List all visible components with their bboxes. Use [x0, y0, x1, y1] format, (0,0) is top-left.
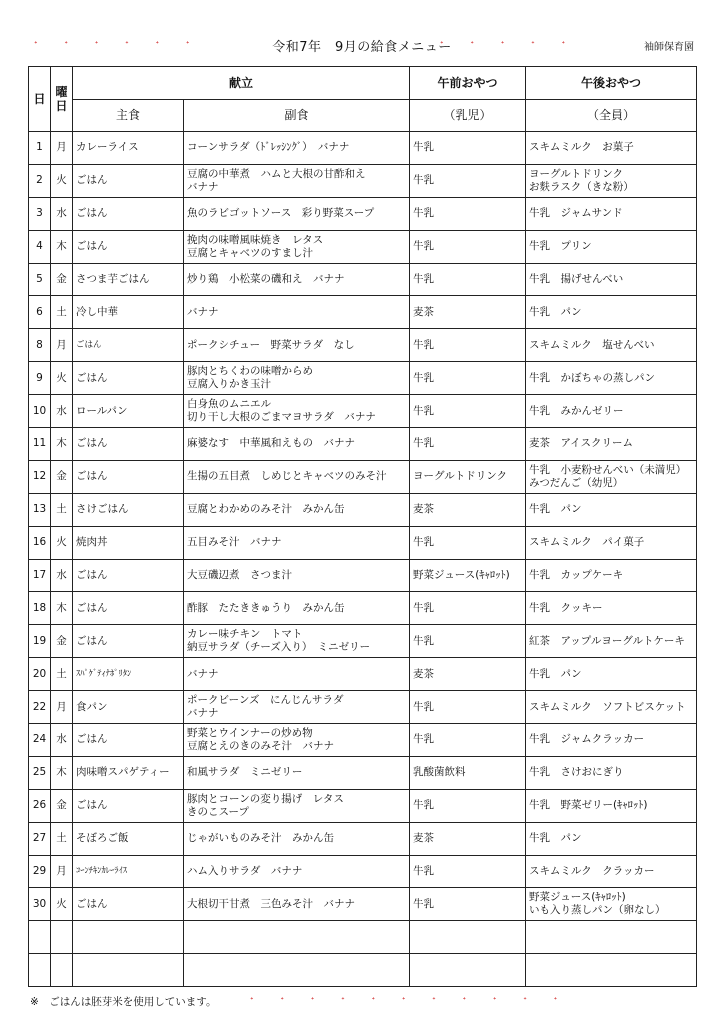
side-dish-cell: 豆腐とわかめのみそ汁 みかん缶	[184, 493, 410, 526]
table-row	[29, 263, 697, 296]
menu-body	[29, 132, 697, 987]
empty-cell	[51, 954, 73, 987]
side-dish-cell: 豆腐の中華煮 ハムと大根の甘酢和え バナナ	[184, 164, 410, 197]
am-snack-cell: 野菜ジュース(ｷｬﾛｯﾄ)	[410, 559, 526, 592]
decoration-bottom: ᐩ ᐩ ᐩ ᐩ ᐩ ᐩ ᐩ ᐩ ᐩ ᐩ ᐩ	[250, 996, 570, 1006]
pm-snack-cell: スキムミルク ソフトビスケット	[526, 691, 697, 724]
main-dish-cell: ごはん	[73, 724, 184, 757]
am-snack-cell: 麦茶	[410, 493, 526, 526]
main-dish-cell: ごはん	[73, 164, 184, 197]
am-snack-cell: 牛乳	[410, 164, 526, 197]
day-cell: 29	[29, 855, 51, 888]
table-row	[29, 756, 697, 789]
main-dish-cell: ごはん	[73, 362, 184, 395]
day-cell: 20	[29, 658, 51, 691]
am-snack-cell: 牛乳	[410, 263, 526, 296]
weekday-cell: 土	[51, 493, 73, 526]
empty-cell	[51, 921, 73, 954]
table-row	[29, 197, 697, 230]
weekday-cell: 土	[51, 822, 73, 855]
day-cell: 17	[29, 559, 51, 592]
weekday-cell: 木	[51, 428, 73, 461]
table-row	[29, 428, 697, 461]
subheader-side: 副食	[184, 100, 410, 132]
table-row	[29, 526, 697, 559]
empty-cell	[410, 921, 526, 954]
empty-cell	[29, 921, 51, 954]
am-snack-cell: 牛乳	[410, 428, 526, 461]
side-dish-cell: 五目みそ汁 バナナ	[184, 526, 410, 559]
main-dish-cell: ごはん	[73, 888, 184, 921]
pm-snack-cell: スキムミルク お菓子	[526, 132, 697, 165]
empty-cell	[526, 921, 697, 954]
table-row	[29, 789, 697, 822]
side-dish-cell: カレー味チキン トマト 納豆サラダ（チーズ入り） ミニゼリー	[184, 625, 410, 658]
pm-snack-cell: 牛乳 クッキー	[526, 592, 697, 625]
pm-snack-cell: 牛乳 カップケーキ	[526, 559, 697, 592]
table-row	[29, 296, 697, 329]
day-cell: 11	[29, 428, 51, 461]
side-dish-cell: バナナ	[184, 296, 410, 329]
subheader-pm: （全員）	[526, 100, 697, 132]
am-snack-cell: 麦茶	[410, 822, 526, 855]
weekday-cell: 火	[51, 362, 73, 395]
main-dish-cell: ごはん	[73, 230, 184, 263]
table-row	[29, 230, 697, 263]
table-row	[29, 592, 697, 625]
pm-snack-cell: 牛乳 かぼちゃの蒸しパン	[526, 362, 697, 395]
pm-snack-cell: 牛乳 小麦粉せんべい（未満児） みつだんご（幼児）	[526, 460, 697, 493]
am-snack-cell: 牛乳	[410, 888, 526, 921]
weekday-cell: 木	[51, 756, 73, 789]
am-snack-cell: 牛乳	[410, 625, 526, 658]
empty-cell	[73, 921, 184, 954]
empty-cell	[526, 954, 697, 987]
side-dish-cell: 生揚の五目煮 しめじとキャベツのみそ汁	[184, 460, 410, 493]
weekday-cell: 月	[51, 855, 73, 888]
am-snack-cell: 牛乳	[410, 724, 526, 757]
main-dish-cell: ｺｰﾝﾁｷﾝｶﾚｰﾗｲｽ	[73, 855, 184, 888]
day-cell: 27	[29, 822, 51, 855]
pm-snack-cell: スキムミルク 塩せんべい	[526, 329, 697, 362]
side-dish-cell: 豚肉とコーンの変り揚げ レタス きのこスープ	[184, 789, 410, 822]
day-cell: 5	[29, 263, 51, 296]
day-cell: 25	[29, 756, 51, 789]
weekday-cell: 月	[51, 691, 73, 724]
pm-snack-cell: 麦茶 アイスクリーム	[526, 428, 697, 461]
organization-name: 袖師保育園	[644, 42, 694, 53]
pm-snack-cell: 牛乳 みかんゼリー	[526, 395, 697, 428]
table-row	[29, 493, 697, 526]
day-cell: 9	[29, 362, 51, 395]
pm-snack-cell: 牛乳 揚げせんべい	[526, 263, 697, 296]
main-dish-cell: ごはん	[73, 329, 184, 362]
main-dish-cell: 冷し中華	[73, 296, 184, 329]
empty-row	[29, 921, 697, 954]
side-dish-cell: 豚肉とちくわの味噌からめ 豆腐入りかき玉汁	[184, 362, 410, 395]
am-snack-cell: 牛乳	[410, 789, 526, 822]
main-dish-cell: ごはん	[73, 197, 184, 230]
table-row	[29, 164, 697, 197]
am-snack-cell: 牛乳	[410, 526, 526, 559]
pm-snack-cell: スキムミルク クラッカー	[526, 855, 697, 888]
table-row	[29, 855, 697, 888]
main-dish-cell: 肉味噌スパゲティー	[73, 756, 184, 789]
empty-cell	[184, 954, 410, 987]
am-snack-cell: 牛乳	[410, 691, 526, 724]
table-row	[29, 559, 697, 592]
day-cell: 8	[29, 329, 51, 362]
page-title: 令和7年 9月の給食メニュー	[272, 40, 452, 55]
weekday-cell: 金	[51, 789, 73, 822]
am-snack-cell: 牛乳	[410, 592, 526, 625]
pm-snack-cell: 牛乳 パン	[526, 822, 697, 855]
subheader-am: （乳児）	[410, 100, 526, 132]
day-cell: 18	[29, 592, 51, 625]
table-row	[29, 888, 697, 921]
table-row	[29, 395, 697, 428]
am-snack-cell: 牛乳	[410, 395, 526, 428]
main-dish-cell: さけごはん	[73, 493, 184, 526]
empty-cell	[410, 954, 526, 987]
table-row	[29, 691, 697, 724]
side-dish-cell: ポークシチュー 野菜サラダ なし	[184, 329, 410, 362]
table-row	[29, 822, 697, 855]
main-dish-cell: ごはん	[73, 559, 184, 592]
day-cell: 12	[29, 460, 51, 493]
weekday-cell: 月	[51, 132, 73, 165]
side-dish-cell: 大豆磯辺煮 さつま汁	[184, 559, 410, 592]
main-dish-cell: ごはん	[73, 428, 184, 461]
pm-snack-cell: 牛乳 野菜ゼリー(ｷｬﾛｯﾄ)	[526, 789, 697, 822]
main-dish-cell: ごはん	[73, 592, 184, 625]
empty-row	[29, 954, 697, 987]
weekday-cell: 木	[51, 230, 73, 263]
table-row	[29, 724, 697, 757]
am-snack-cell: 牛乳	[410, 329, 526, 362]
decoration-right: ᐩ ᐩ ᐩ ᐩ ᐩ	[440, 40, 577, 50]
weekday-cell: 木	[51, 592, 73, 625]
day-cell: 16	[29, 526, 51, 559]
table-row	[29, 625, 697, 658]
table-row	[29, 362, 697, 395]
weekday-cell: 水	[51, 559, 73, 592]
table-row	[29, 132, 697, 165]
side-dish-cell: 魚のラビゴットソース 彩り野菜スープ	[184, 197, 410, 230]
day-cell: 1	[29, 132, 51, 165]
main-dish-cell: ごはん	[73, 460, 184, 493]
am-snack-cell: 麦茶	[410, 296, 526, 329]
am-snack-cell: 牛乳	[410, 197, 526, 230]
weekday-cell: 水	[51, 395, 73, 428]
day-cell: 3	[29, 197, 51, 230]
decoration-left: ᐩ ᐩ ᐩ ᐩ ᐩ ᐩ	[34, 40, 202, 50]
table-row	[29, 329, 697, 362]
am-snack-cell: 牛乳	[410, 230, 526, 263]
pm-snack-cell: スキムミルク パイ菓子	[526, 526, 697, 559]
weekday-cell: 金	[51, 625, 73, 658]
weekday-cell: 火	[51, 526, 73, 559]
main-dish-cell: ごはん	[73, 625, 184, 658]
table-row	[29, 658, 697, 691]
side-dish-cell: コーンサラダ（ﾄﾞﾚｯｼﾝｸﾞ） バナナ	[184, 132, 410, 165]
main-dish-cell: 焼肉丼	[73, 526, 184, 559]
side-dish-cell: 和風サラダ ミニゼリー	[184, 756, 410, 789]
main-dish-cell: ごはん	[73, 789, 184, 822]
am-snack-cell: 牛乳	[410, 362, 526, 395]
side-dish-cell: 挽肉の味噌風味焼き レタス 豆腐とキャベツのすまし汁	[184, 230, 410, 263]
am-snack-cell: 牛乳	[410, 132, 526, 165]
am-snack-cell: 麦茶	[410, 658, 526, 691]
side-dish-cell: 野菜とウインナーの炒め物 豆腐とえのきのみそ汁 バナナ	[184, 724, 410, 757]
pm-snack-cell: 牛乳 ジャムクラッカー	[526, 724, 697, 757]
side-dish-cell: 麻婆なす 中華風和えもの バナナ	[184, 428, 410, 461]
weekday-cell: 金	[51, 263, 73, 296]
day-cell: 13	[29, 493, 51, 526]
subheader-main: 主食	[73, 100, 184, 132]
day-cell: 10	[29, 395, 51, 428]
day-cell: 24	[29, 724, 51, 757]
weekday-cell: 水	[51, 197, 73, 230]
weekday-cell: 土	[51, 296, 73, 329]
main-dish-cell: さつま芋ごはん	[73, 263, 184, 296]
header-day: 日	[29, 67, 51, 132]
main-dish-cell: 食パン	[73, 691, 184, 724]
header-pm-snack: 午後おやつ	[526, 67, 697, 100]
empty-cell	[184, 921, 410, 954]
header-row	[29, 67, 697, 100]
table-row	[29, 460, 697, 493]
day-cell: 22	[29, 691, 51, 724]
weekday-cell: 水	[51, 724, 73, 757]
side-dish-cell: ハム入りサラダ バナナ	[184, 855, 410, 888]
menu-table	[28, 66, 697, 987]
side-dish-cell: 酢豚 たたききゅうり みかん缶	[184, 592, 410, 625]
pm-snack-cell: 牛乳 さけおにぎり	[526, 756, 697, 789]
am-snack-cell: 牛乳	[410, 855, 526, 888]
empty-cell	[29, 954, 51, 987]
pm-snack-cell: ヨーグルトドリンク お麩ラスク（きな粉）	[526, 164, 697, 197]
am-snack-cell: ヨーグルトドリンク	[410, 460, 526, 493]
main-dish-cell: そぼろご飯	[73, 822, 184, 855]
pm-snack-cell: 牛乳 ジャムサンド	[526, 197, 697, 230]
header-menu: 献立	[73, 67, 410, 100]
pm-snack-cell: 紅茶 アップルヨーグルトケーキ	[526, 625, 697, 658]
day-cell: 26	[29, 789, 51, 822]
pm-snack-cell: 牛乳 パン	[526, 296, 697, 329]
header-am-snack: 午前おやつ	[410, 67, 526, 100]
weekday-cell: 火	[51, 888, 73, 921]
subheader-row	[29, 100, 697, 132]
pm-snack-cell: 牛乳 パン	[526, 658, 697, 691]
side-dish-cell: 白身魚のムニエル 切り干し大根のごまマヨサラダ バナナ	[184, 395, 410, 428]
main-dish-cell: カレーライス	[73, 132, 184, 165]
side-dish-cell: じゃがいものみそ汁 みかん缶	[184, 822, 410, 855]
am-snack-cell: 乳酸菌飲料	[410, 756, 526, 789]
main-dish-cell: ｽﾊﾟｹﾞﾃｨﾅﾎﾟﾘﾀﾝ	[73, 658, 184, 691]
day-cell: 2	[29, 164, 51, 197]
side-dish-cell: ポークビーンズ にんじんサラダ バナナ	[184, 691, 410, 724]
weekday-cell: 火	[51, 164, 73, 197]
pm-snack-cell: 牛乳 パン	[526, 493, 697, 526]
side-dish-cell: バナナ	[184, 658, 410, 691]
weekday-cell: 金	[51, 460, 73, 493]
day-cell: 6	[29, 296, 51, 329]
pm-snack-cell: 牛乳 プリン	[526, 230, 697, 263]
day-cell: 30	[29, 888, 51, 921]
weekday-cell: 土	[51, 658, 73, 691]
day-cell: 4	[29, 230, 51, 263]
header-dow: 曜日	[51, 67, 73, 132]
footer-note: ※ ごはんは胚芽米を使用しています。	[30, 996, 217, 1008]
main-dish-cell: ロールパン	[73, 395, 184, 428]
day-cell: 19	[29, 625, 51, 658]
empty-cell	[73, 954, 184, 987]
weekday-cell: 月	[51, 329, 73, 362]
pm-snack-cell: 野菜ジュース(ｷｬﾛｯﾄ) いも入り蒸しパン（卵なし）	[526, 888, 697, 921]
side-dish-cell: 大根切干甘煮 三色みそ汁 バナナ	[184, 888, 410, 921]
side-dish-cell: 炒り鶏 小松菜の磯和え バナナ	[184, 263, 410, 296]
